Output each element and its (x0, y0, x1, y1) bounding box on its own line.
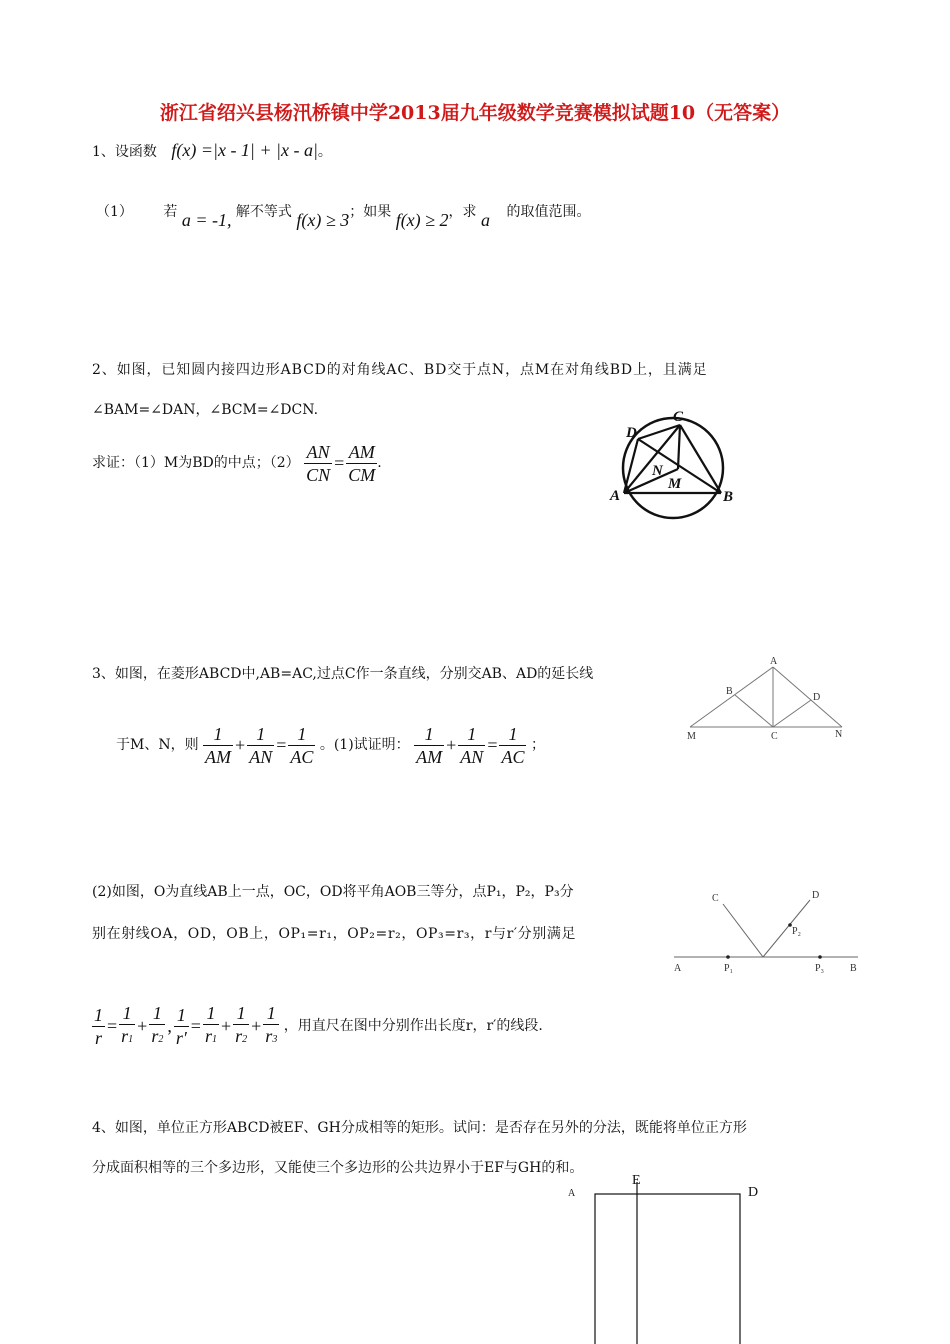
q3b-label-b: B (850, 963, 857, 974)
q2-label-a: A (610, 488, 621, 504)
q3b-label-p3: P₃ (815, 963, 825, 974)
q1-line1 (92, 140, 332, 162)
q3-label-d: D (813, 692, 821, 703)
q2-prove (92, 438, 382, 488)
q2-line1: 2、如图，已知圆内接四边形ABCD的对角线AC、BD交于点N，点M在对角线BD上，且满足 (92, 362, 708, 378)
q3-rhombus-figure (680, 655, 860, 745)
q4-label-a: A (568, 1188, 576, 1199)
frac-den: r (92, 1026, 105, 1049)
q4-line2: 分成面积相等的三个多边形，又能使三个多边形的公共边界小于EF与GH的和。 (92, 1160, 584, 1176)
frac-num: 1 (256, 723, 266, 744)
frac-den: AN (460, 746, 484, 767)
q1-suffix: 。 (317, 144, 332, 160)
q3b-label-p1: P₁ (724, 963, 734, 974)
frac-den: r2 (149, 1024, 165, 1051)
q3-label-a: A (770, 656, 778, 667)
q1-p1-mid: ；如果 (349, 204, 392, 220)
q1-p1-inequality2: f(x) ≥ 2 (395, 210, 449, 230)
frac-1-r2 (149, 1002, 165, 1051)
q2-circle-figure (600, 405, 750, 535)
frac-1-r2 (233, 1002, 249, 1051)
plus-sign: + (251, 1016, 262, 1036)
q3b-line2: 别在射线OA，OD，OB上，OP₁=r₁，OP₂=r₂，OP₃=r₃，r与r′分别满足 (92, 926, 577, 942)
q3b-label-c: C (712, 893, 719, 904)
q1-p1-label: （1） (96, 204, 133, 220)
q3b-line1: (2)如图，O为直线AB上一点，OC，OD将平角AOB三等分，点P₁，P₂，P₃分 (92, 884, 574, 900)
frac-den: AM (205, 746, 232, 767)
plus-sign: + (220, 1016, 232, 1036)
q3-line2-end: ； (530, 737, 545, 753)
q3b-label-d: D (812, 890, 820, 901)
frac-num: 1 (152, 1002, 162, 1023)
q2-fraction-right (346, 441, 377, 486)
q2-prove-prefix: 求证：（1）M为BD的中点；（2） (92, 455, 300, 471)
q4-line1: 4、如图，单位正方形ABCD被EF、GH分成相等的矩形。试问：是否存在另外的分法，既能将单位正方形 (92, 1120, 747, 1136)
q2-label-c: C (673, 409, 684, 425)
q4-label-e: E (632, 1173, 641, 1188)
frac-den: AN (249, 746, 273, 767)
q1-p1-solve: 解不等式 (235, 204, 292, 220)
q4-square-figure (560, 1170, 790, 1344)
q3b-label-p2: P₂ (792, 926, 802, 937)
frac-num: 1 (206, 1002, 216, 1023)
q3-label-b: B (726, 686, 733, 697)
frac-num: 1 (236, 1002, 246, 1023)
q1-p1-if: 若 (163, 204, 178, 220)
q2-label-n: N (652, 463, 663, 479)
frac-den: r1 (119, 1024, 135, 1051)
q3-line2-mid: 。(1)试证明： (319, 737, 410, 753)
frac-1-r1 (119, 1002, 135, 1051)
frac-num: 1 (213, 723, 223, 744)
q1-p1-end: 的取值范围。 (506, 204, 591, 220)
equals-sign: = (487, 735, 498, 755)
frac-num: 1 (467, 723, 477, 744)
q1-prefix: 1、设函数 (92, 144, 157, 160)
q1-p1-condition: a = -1, (181, 210, 232, 230)
comma: , (167, 1016, 172, 1036)
frac-1-r1 (203, 1002, 219, 1051)
frac-den: r1 (203, 1024, 219, 1051)
q2-prove-end: . (377, 455, 382, 471)
frac-1-rprime (174, 1004, 189, 1049)
q1-p1-inequality: f(x) ≥ 3 (296, 210, 350, 230)
q2-label-d: D (626, 425, 637, 441)
q2-line2: ∠BAM=∠DAN，∠BCM=∠DCN. (92, 402, 319, 418)
q3b-label-a: A (674, 963, 682, 974)
frac-den: AM (416, 746, 443, 767)
frac-num: 1 (266, 1002, 276, 1023)
q2-fraction-left (304, 441, 332, 486)
frac-den: AC (501, 746, 525, 767)
frac-1-r (92, 1004, 105, 1049)
plus-sign: + (137, 1016, 148, 1036)
q1-p1-find: ，求 (448, 204, 477, 220)
q4-label-d: D (748, 1185, 759, 1200)
equals-sign: = (334, 453, 345, 473)
q3b-formula-end: ，用直尺在图中分别作出长度r，r′的线段. (283, 1018, 543, 1034)
q3-frac-an-2 (458, 723, 485, 768)
q3-line1: 3、如图，在菱形ABCD中,AB=AC,过点C作一条直线，分别交AB、AD的延长线 (92, 666, 594, 682)
q1-part1 (96, 200, 591, 230)
equals-sign: = (276, 735, 287, 755)
q3b-angle-figure (668, 882, 868, 982)
q3-frac-am-2 (414, 723, 444, 768)
q1-function: f(x) =|x - 1| + |x - a| (171, 140, 318, 160)
q2-frac-right-num: AM (348, 441, 375, 462)
frac-num: 1 (508, 723, 518, 744)
q2-label-b: B (723, 489, 734, 505)
q2-frac-right-den: CM (348, 464, 376, 485)
frac-num: 1 (424, 723, 434, 744)
q3-frac-an (247, 723, 274, 768)
q3-frac-ac (288, 723, 315, 768)
equals-sign: = (107, 1016, 118, 1036)
q3-line2-prefix: 于M、N，则 (116, 737, 199, 753)
equals-sign: = (190, 1016, 201, 1036)
plus-sign: + (446, 735, 457, 755)
page-title: 浙江省绍兴县杨汛桥镇中学2013届九年级数学竞赛模拟试题10（无答案） (159, 102, 791, 124)
frac-num: 1 (176, 1004, 186, 1025)
q1-p1-var: a (481, 210, 490, 230)
plus-sign: + (235, 735, 246, 755)
frac-num: 1 (122, 1002, 132, 1023)
frac-den: r3 (263, 1024, 279, 1051)
q3-frac-ac-2 (499, 723, 526, 768)
q3-label-c: C (771, 731, 778, 742)
q2-label-m: M (668, 476, 682, 492)
q2-frac-left-num: AN (306, 441, 330, 462)
frac-num: 1 (297, 723, 307, 744)
q3-label-n: N (835, 729, 843, 740)
q3b-formula (92, 998, 543, 1054)
frac-den: r′ (175, 1027, 187, 1048)
q3-line2 (116, 720, 545, 770)
q2-frac-left-den: CN (306, 464, 331, 485)
frac-num: 1 (94, 1004, 103, 1025)
q3-label-m: M (687, 731, 696, 742)
frac-1-r3 (263, 1002, 279, 1051)
frac-den: r2 (233, 1024, 249, 1051)
frac-den: AC (290, 746, 314, 767)
q3-frac-am (203, 723, 233, 768)
